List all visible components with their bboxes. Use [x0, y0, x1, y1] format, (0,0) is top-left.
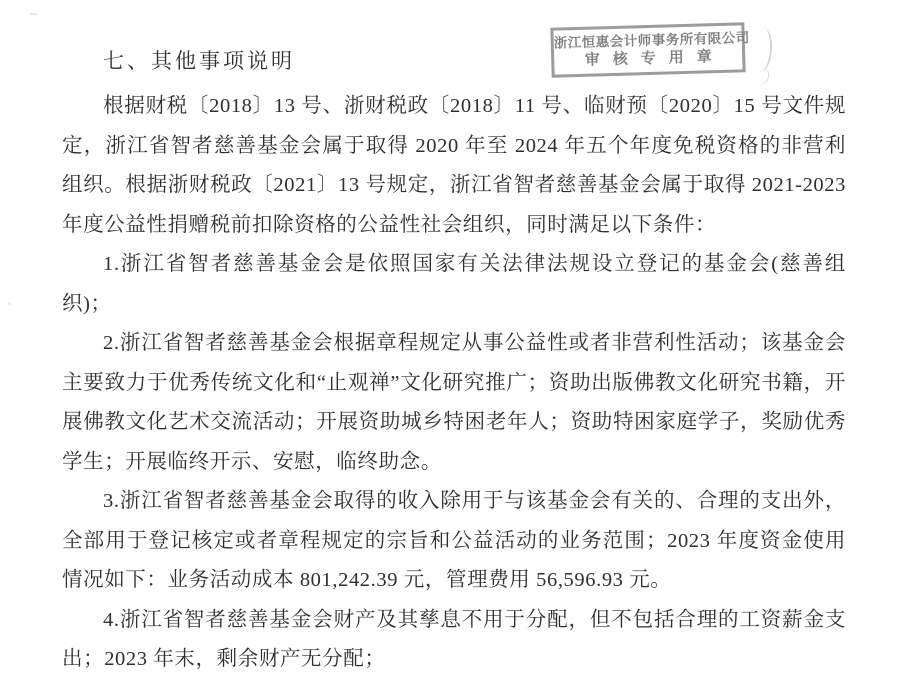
paragraph-condition-4: 4.浙江省智者慈善基金会财产及其孳息不用于分配，但不包括合理的工资薪金支出；2023 年末，剩余财产无分配； [62, 608, 846, 670]
paragraph-regulations: 根据财税〔2018〕13 号、浙财税政〔2018〕11 号、临财预〔2020〕15 号文件规定，浙江省智者慈善基金会属于取得 2020 年至 2024 年五个年度免税资格的非营利组织。根据浙财税政〔2021〕13 号规定，浙江省智者慈善基金会属于取得 2021-2023 年度公益性捐赠税前扣除资格的公益性社会组织，同时满足以下条件： [62, 95, 846, 236]
section-heading: 七、其他事项说明 [103, 49, 295, 73]
scan-speck [8, 302, 11, 305]
scan-speck [30, 13, 37, 15]
paragraph-condition-3: 3.浙江省智者慈善基金会取得的收入除用于与该基金会有关的、合理的支出外，全部用于登记核定或者章程规定的宗旨和公益活动的业务范围；2023 年度资金使用情况如下：业务活动成本 801,242.39 元，管理费用 56,596.93 元。 [62, 490, 846, 591]
paragraph-condition-1: 1.浙江省智者慈善基金会是依照国家有关法律法规设立登记的基金会(慈善组织)； [62, 253, 846, 315]
stamp-seal-label: 审核专用章 [584, 47, 725, 69]
paragraph-condition-2: 2.浙江省智者慈善基金会根据章程规定从事公益性或者非营利性活动；该基金会主要致力于优秀传统文化和“止观禅”文化研究推广；资助出版佛教文化研究书籍，开展佛教文化艺术交流活动；开展资助城乡特困老年人；资助特困家庭学子，奖励优秀学生；开展临终开示、安慰，临终助念。 [62, 332, 846, 473]
stamp-company-name: 浙江恒惠会计师事务所有限公司 [553, 30, 750, 51]
document-body [62, 44, 846, 675]
